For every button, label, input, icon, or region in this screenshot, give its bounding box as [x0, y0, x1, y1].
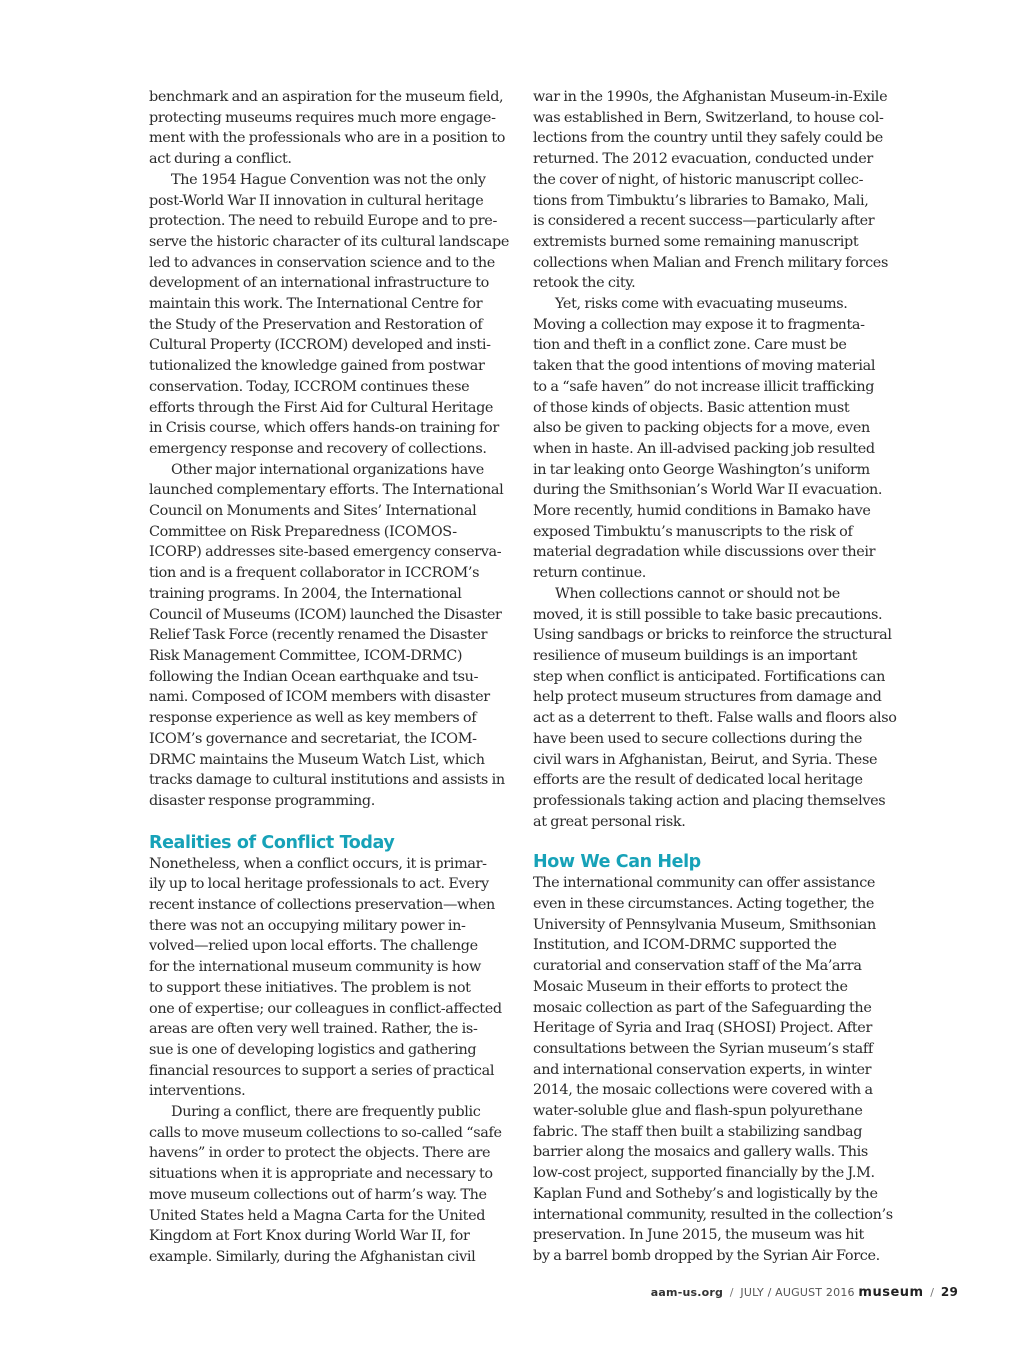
text-line: civil wars in Afghanistan, Beirut, and Syria. These	[533, 751, 878, 768]
text-line: is considered a recent success—particularly after	[533, 213, 875, 230]
text-line: post-World War II innovation in cultural heritage	[149, 192, 484, 209]
text-line: in Crisis course, which offers hands-on training for	[149, 420, 499, 437]
text-line: one of expertise; our colleagues in conflict-affected	[149, 1000, 502, 1017]
text-line: protecting museums requires much more engage-	[149, 109, 496, 126]
text-line: move museum collections out of harm’s way. The	[149, 1186, 487, 1203]
text-line: Council of Museums (ICOM) launched the Disaster	[149, 606, 502, 623]
text-line: Institution, and ICOM-DRMC supported the	[533, 937, 837, 954]
text-line: return continue.	[533, 565, 646, 582]
text-line: tracks damage to cultural institutions and assists in	[149, 772, 505, 789]
text-line: The 1954 Hague Convention was not the only	[171, 171, 486, 188]
text-line: ICOM’s governance and secretariat, the ICOM-	[149, 730, 477, 747]
text-line: efforts through the First Aid for Cultural Heritage	[149, 399, 494, 416]
text-line: Cultural Property (ICCROM) developed and insti-	[149, 337, 491, 354]
text-line: mosaic collection as part of the Safeguarding the	[533, 999, 872, 1016]
text-line: ily up to local heritage professionals to act. Every	[149, 876, 489, 893]
text-line: volved—relied upon local efforts. The challenge	[149, 938, 478, 955]
text-line: for the international museum community is how	[149, 959, 481, 976]
paragraph	[149, 854, 511, 1102]
right-column	[533, 87, 895, 1267]
text-line: interventions.	[149, 1083, 246, 1100]
text-line: extremists burned some remaining manuscript	[533, 233, 859, 250]
text-line: protection. The need to rebuild Europe and to pre-	[149, 213, 497, 230]
text-line: benchmark and an aspiration for the museum field,	[149, 89, 504, 105]
section-heading-how-we-can-help: How We Can Help	[533, 852, 701, 873]
text-line: retook the city.	[533, 275, 636, 292]
text-line: there was not an occupying military power in-	[149, 917, 466, 934]
text-line: at great personal risk.	[533, 813, 686, 830]
text-line: Relief Task Force (recently renamed the Disaster	[149, 627, 488, 644]
text-line: material degradation while discussions over their	[533, 544, 876, 561]
text-line: to support these initiatives. The problem is not	[149, 979, 471, 996]
text-line: the Study of the Preservation and Restoration of	[149, 316, 483, 333]
text-line: Mosaic Museum in their efforts to protect the	[533, 978, 848, 995]
text-line: tion and is a frequent collaborator in ICCROM’s	[149, 565, 480, 582]
paragraph	[149, 87, 511, 170]
text-line: even in these circumstances. Acting together, the	[533, 896, 875, 913]
paragraph	[533, 584, 895, 832]
text-line: Risk Management Committee, ICOM-DRMC)	[149, 647, 463, 664]
text-line: calls to move museum collections to so-called “safe	[149, 1124, 502, 1141]
left-column	[149, 87, 511, 1268]
footer-separator: /	[930, 1286, 935, 1299]
text-line: ICORP) addresses site-based emergency conserva-	[149, 544, 502, 561]
text-line: University of Pennsylvania Museum, Smithsonian	[533, 916, 876, 933]
footer-issue-date: JULY / AUGUST 2016	[740, 1286, 855, 1299]
text-line: efforts are the result of dedicated local heritage	[533, 772, 863, 789]
text-line: also be given to packing objects for a move, even	[533, 420, 870, 437]
text-line: Council on Monuments and Sites’ International	[149, 503, 477, 520]
text-line: recent instance of collections preservation—when	[149, 897, 495, 914]
text-line: Other major international organizations have	[171, 461, 484, 478]
text-line: emergency response and recovery of collections.	[149, 440, 487, 457]
text-line: step when conflict is anticipated. Fortifications can	[533, 668, 885, 685]
page-footer	[651, 1285, 958, 1300]
paragraph	[149, 170, 511, 460]
text-line: lections from the country until they safely could be	[533, 130, 883, 147]
text-line: example. Similarly, during the Afghanistan civil	[149, 1248, 476, 1265]
text-line: barrier along the mosaics and gallery walls. This	[533, 1144, 868, 1161]
text-line: development of an international infrastructure to	[149, 275, 489, 292]
text-line: to a “safe haven” do not increase illicit trafficking	[533, 378, 875, 395]
text-line: tions from Timbuktu’s libraries to Bamako, Mali,	[533, 192, 869, 209]
section-heading-realities: Realities of Conflict Today	[149, 832, 395, 853]
text-line: low-cost project, supported financially by the J.M.	[533, 1165, 875, 1182]
text-line: moved, it is still possible to take basic precautions.	[533, 606, 883, 623]
text-line: response experience as well as key members of	[149, 710, 477, 727]
text-line: following the Indian Ocean earthquake and tsu-	[149, 668, 479, 685]
text-line: areas are often very well trained. Rather, the is-	[149, 1021, 478, 1038]
text-line: Yet, risks come with evacuating museums.	[555, 296, 848, 313]
text-line: help protect museum structures from damage and	[533, 689, 882, 706]
text-line: Nonetheless, when a conflict occurs, it is primar-	[149, 855, 487, 872]
text-line: financial resources to support a series of practical	[149, 1062, 495, 1079]
paragraph	[533, 87, 895, 294]
text-line: United States held a Magna Carta for the United	[149, 1207, 486, 1224]
text-line: Moving a collection may expose it to fragmenta-	[533, 316, 865, 333]
text-line: Heritage of Syria and Iraq (SHOSI) Project. After	[533, 1020, 873, 1037]
text-line: when in haste. An ill-advised packing job resulted	[533, 440, 875, 457]
paragraph	[533, 294, 895, 584]
text-line: nami. Composed of ICOM members with disaster	[149, 689, 490, 706]
text-line: act during a conflict.	[149, 151, 292, 168]
text-line: disaster response programming.	[149, 792, 375, 809]
text-line: 2014, the mosaic collections were covered with a	[533, 1082, 873, 1099]
footer-website-link[interactable]: aam-us.org	[650, 1286, 724, 1299]
text-line: situations when it is appropriate and necessary to	[149, 1166, 493, 1183]
text-line: in tar leaking onto George Washington’s uniform	[533, 461, 870, 478]
text-line: collections when Malian and French military forces	[533, 254, 888, 271]
text-line: war in the 1990s, the Afghanistan Museum-in-Exile	[533, 89, 888, 105]
text-line: the cover of night, of historic manuscript collec-	[533, 171, 864, 188]
text-line: When collections cannot or should not be	[555, 585, 840, 602]
footer-magazine-name: museum	[858, 1285, 924, 1300]
text-line: havens” in order to protect the objects. There are	[149, 1145, 491, 1162]
text-line: have been used to secure collections during the	[533, 730, 863, 747]
text-line: serve the historic character of its cultural landscape	[149, 233, 509, 250]
text-line: Kingdom at Fort Knox during World War II, for	[149, 1228, 470, 1245]
text-line: launched complementary efforts. The International	[149, 482, 504, 499]
text-line: preservation. In June 2015, the museum was hit	[533, 1227, 864, 1244]
footer-separator: /	[729, 1286, 734, 1299]
text-line: professionals taking action and placing themselves	[533, 792, 886, 809]
text-line: fabric. The staff then built a stabilizing sandbag	[533, 1123, 863, 1140]
text-line: curatorial and conservation staff of the Ma’arra	[533, 958, 862, 975]
text-line: More recently, humid conditions in Bamako have	[533, 503, 871, 520]
text-line: was established in Bern, Switzerland, to house col-	[533, 109, 884, 126]
text-line: exposed Timbuktu’s manuscripts to the risk of	[533, 523, 853, 540]
text-line: during the Smithsonian’s World War II evacuation.	[533, 482, 883, 499]
text-line: training programs. In 2004, the International	[149, 585, 462, 602]
text-line: tion and theft in a conflict zone. Care must be	[533, 337, 847, 354]
text-line: international community, resulted in the collection’s	[533, 1206, 893, 1223]
text-line: consultations between the Syrian museum’s staff	[533, 1040, 873, 1057]
text-line: Kaplan Fund and Sotheby’s and logistically by the	[533, 1185, 878, 1202]
text-line: resilience of museum buildings is an important	[533, 647, 858, 664]
text-line: and international conservation experts, in winter	[533, 1061, 872, 1078]
text-line: taken that the good intentions of moving material	[533, 358, 876, 375]
text-line: sue is one of developing logistics and gathering	[149, 1041, 477, 1058]
text-line: led to advances in conservation science and to the	[149, 254, 495, 271]
text-line: of those kinds of objects. Basic attention must	[533, 399, 850, 416]
text-line: conservation. Today, ICCROM continues these	[149, 378, 470, 395]
text-line: Committee on Risk Preparedness (ICOMOS-	[149, 523, 457, 540]
text-line: DRMC maintains the Museum Watch List, which	[149, 751, 485, 768]
paragraph	[149, 1102, 511, 1268]
paragraph	[533, 873, 895, 1266]
text-line: The international community can offer assistance	[533, 875, 876, 892]
text-line: returned. The 2012 evacuation, conducted under	[533, 151, 873, 168]
text-line: During a conflict, there are frequently public	[171, 1104, 481, 1121]
text-line: by a barrel bomb dropped by the Syrian Air Force.	[533, 1247, 880, 1264]
text-line: act as a deterrent to theft. False walls and floors also	[533, 710, 897, 727]
text-line: Using sandbags or bricks to reinforce the structural	[533, 627, 892, 644]
text-line: water-soluble glue and flash-spun polyurethane	[533, 1103, 863, 1120]
page-number: 29	[940, 1285, 958, 1299]
text-line: tutionalized the knowledge gained from postwar	[149, 358, 485, 375]
text-line: ment with the professionals who are in a position to	[149, 130, 506, 147]
text-line: maintain this work. The International Centre for	[149, 296, 483, 313]
paragraph	[149, 460, 511, 812]
